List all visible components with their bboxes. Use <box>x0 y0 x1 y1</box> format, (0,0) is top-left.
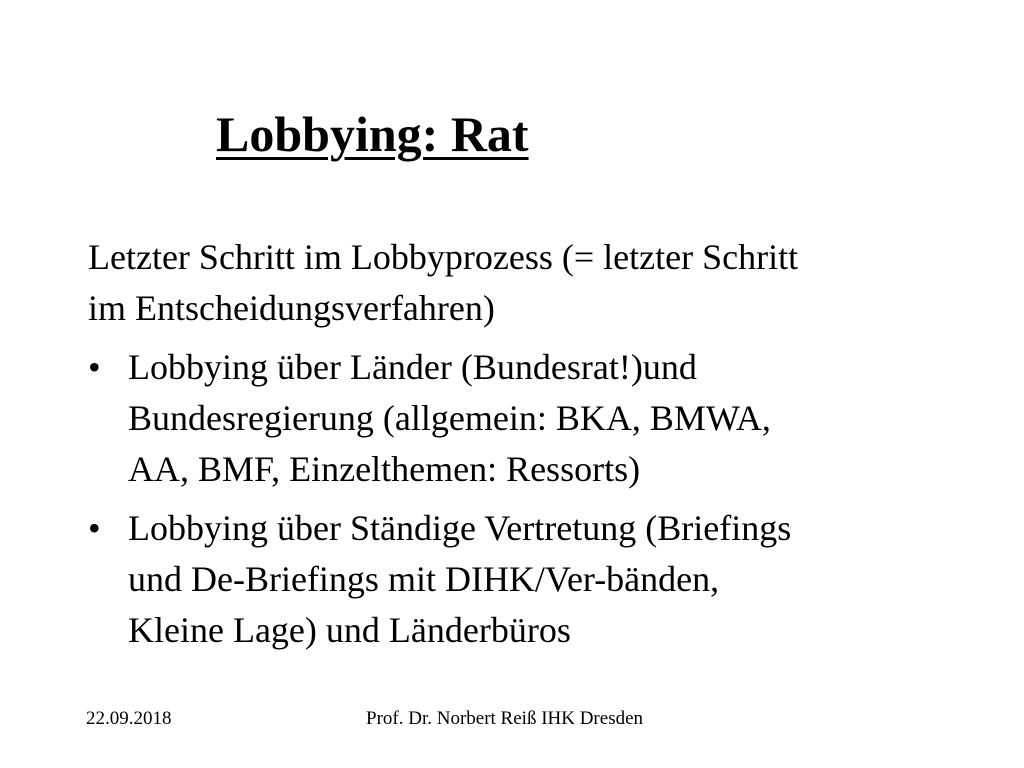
intro-line: im Entscheidungsverfahren) <box>88 288 495 328</box>
bullet-item <box>88 342 948 495</box>
slide-body <box>88 232 948 664</box>
bullet-item <box>88 503 948 656</box>
bullet-line: Lobbying über Länder (Bundesrat!)und <box>128 347 697 387</box>
intro-paragraph <box>88 232 948 334</box>
footer-author: Prof. Dr. Norbert Reiß IHK Dresden <box>366 708 644 729</box>
bullet-line: Lobbying über Ständige Vertretung (Briefings <box>128 508 792 548</box>
bullet-line: und De-Briefings mit DIHK/Ver-bänden, <box>128 559 720 599</box>
slide-title: Lobbying: Rat <box>216 106 529 162</box>
intro-line: Letzter Schritt im Lobbyprozess (= letzter Schritt <box>88 237 799 277</box>
bullet-marker: • <box>88 347 101 387</box>
footer-date: 22.09.2018 <box>86 708 172 729</box>
bullet-line: AA, BMF, Einzelthemen: Ressorts) <box>128 449 641 489</box>
bullet-line: Bundesregierung (allgemein: BKA, BMWA, <box>128 398 771 438</box>
bullet-line: Kleine Lage) und Länderbüros <box>128 610 571 650</box>
bullet-marker: • <box>88 508 101 548</box>
